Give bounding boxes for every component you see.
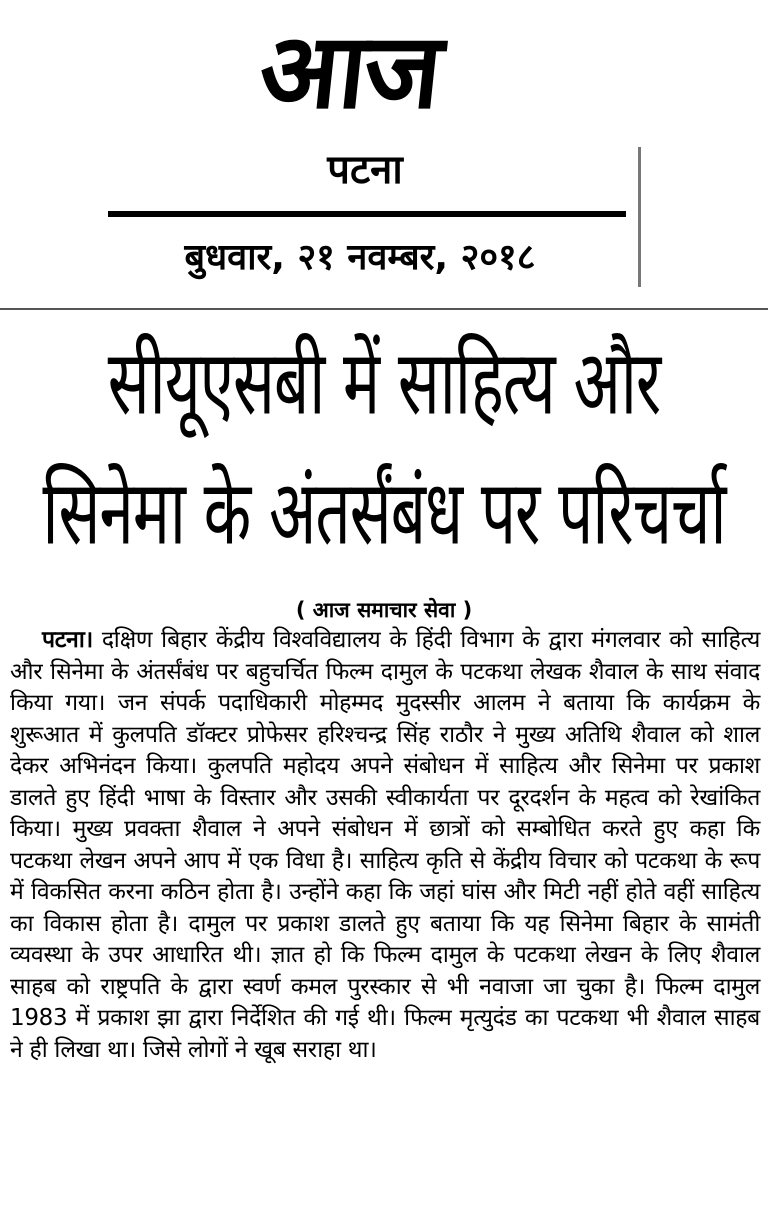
- article-body: [10, 625, 760, 1066]
- masthead-divider: [108, 211, 626, 217]
- edition-city: पटना: [327, 147, 403, 193]
- news-service-credit: ( आज समाचार सेवा ): [295, 598, 473, 622]
- article-dateline: पटना।: [42, 627, 93, 653]
- headline: [0, 318, 768, 578]
- masthead: [0, 0, 640, 305]
- column-rule: [638, 147, 641, 287]
- headline-line-1: सीयूएसबी में साहित्य और: [107, 329, 661, 436]
- publication-date: बुधवार, २१ नवम्बर, २०१८: [184, 237, 536, 278]
- newspaper-logo: [180, 9, 520, 132]
- article-text: दक्षिण बिहार केंद्रीय विश्वविद्यालय के हिंदी विभाग के द्वारा मंगलवार को साहित्य और सिनेमा के अंतर्संबंध पर बहुचर्चित फिल्म दामुल के पटकथा लेखक शैवाल के साथ संवाद किया गया। जन संपर्क पदाधिकारी मोहम्मद मुदस्सीर आलम ने बताया कि कार्यक्रम के शुरूआत में कुलपति डॉक्टर प्रोफेसर हरिश्चन्द्र सिंह राठौर ने मुख्य अतिथि शैवाल को शाल देकर अभिनंदन किया। कुलपति महोदय अपने संबोधन में साहित्य और सिनेमा पर प्रकाश डालते हुए हिंदी भाषा के विस्तार और उसकी स्वीकार्यता पर दूरदर्शन के महत्व को रेखांकित किया। मुख्य प्रवक्ता शैवाल ने अपने संबोधन में छात्रों को सम्बोधित करते हुए कहा कि पटकथा लेखन अपने आप में एक विधा है। साहित्य कृति से केंद्रीय विचार को पटकथा के रूप में विकसित करना कठिन होता है। उन्होंने कहा कि जहां घांस और मिटी नहीं होते वहीं साहित्य का विकास होता है। दामुल पर प्रकाश डालते हुए बताया कि यह सिनेमा बिहार के सामंती व्यवस्था के उपर आधारित थी। ज्ञात हो कि फिल्म दामुल के पटकथा लेखन के लिए शैवाल साहब को राष्ट्रपति के द्वारा स्वर्ण कमल पुरस्कार से भी नवाजा जा चुका है। फिल्म दामुल 1983 में प्रकाश झा द्वारा निर्देशित की गई थी। फिल्म मृत्युदंड का पटकथा भी शैवाल साहब ने ही लिखा था। जिसे लोगों ने खूब सराहा था।: [10, 627, 760, 1063]
- headline-line-2: सिनेमा के अंतर्संबंध पर परिचर्चा: [42, 459, 726, 566]
- newspaper-logo-text: आज: [253, 9, 447, 132]
